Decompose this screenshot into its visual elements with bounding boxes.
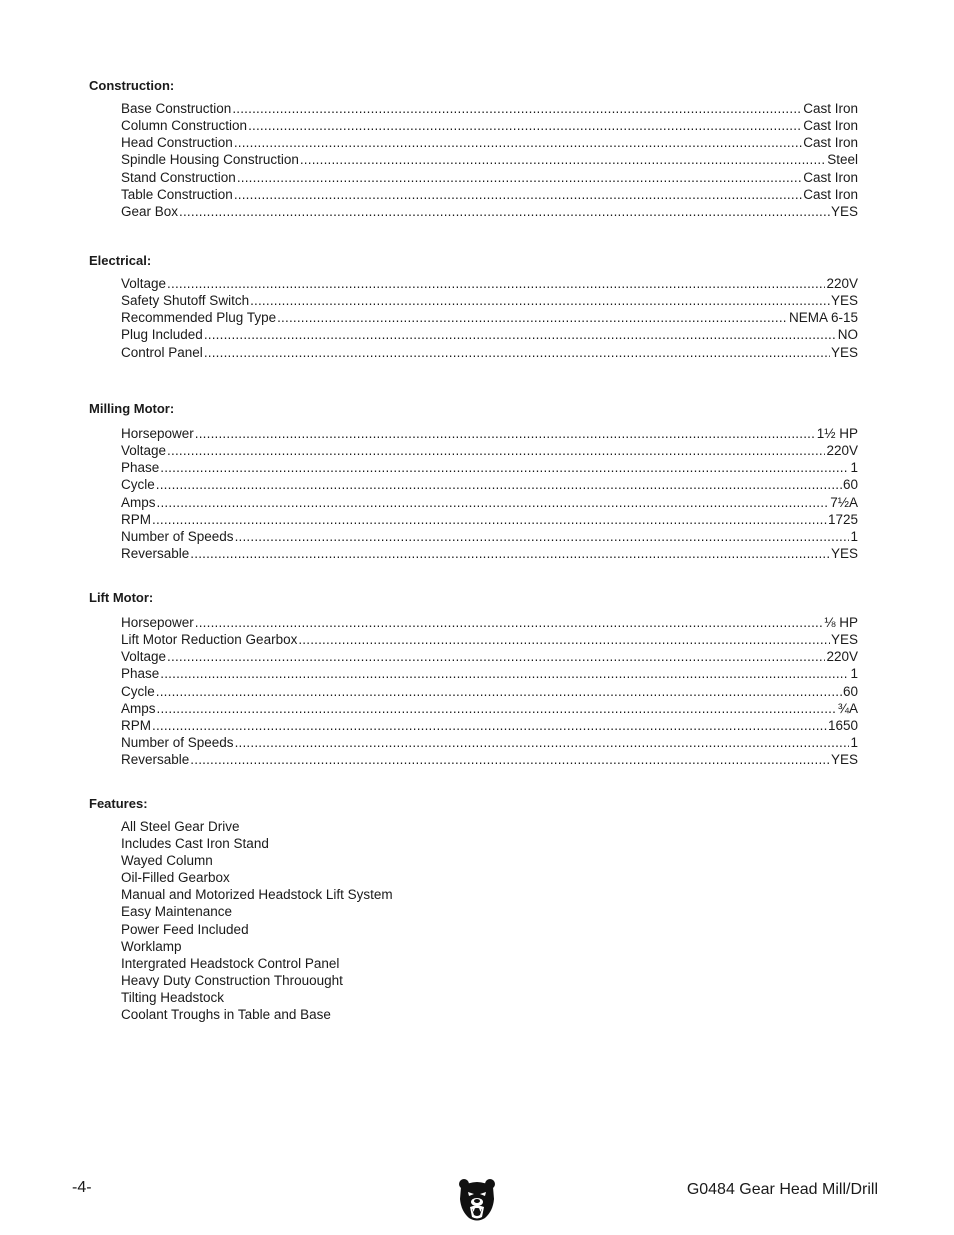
dot-leader — [300, 152, 826, 167]
spec-row — [121, 615, 858, 632]
dot-leader — [232, 101, 802, 116]
feature-item: Oil-Filled Gearbox — [121, 870, 230, 886]
page-number: -4- — [72, 1179, 92, 1196]
feature-item: Manual and Motorized Headstock Lift System — [121, 887, 393, 903]
dot-leader — [160, 460, 849, 475]
spec-value: Cast Iron — [803, 118, 858, 134]
spec-label: Phase — [121, 666, 160, 682]
feature-item: All Steel Gear Drive — [121, 819, 240, 834]
spec-label: Control Panel — [121, 344, 203, 360]
dot-leader — [237, 170, 802, 185]
spec-list-electrical — [121, 276, 858, 362]
feature-item: Intergrated Headstock Control Panel — [121, 955, 340, 971]
spec-list-milling-motor — [121, 426, 858, 563]
spec-value: 1 — [850, 528, 858, 544]
spec-value: 1½ HP — [816, 426, 858, 441]
spec-row — [121, 735, 858, 752]
spec-label: Head Construction — [121, 135, 233, 151]
spec-value: 220V — [826, 276, 858, 291]
spec-value: YES — [830, 545, 858, 561]
spec-value: 1650 — [827, 717, 858, 733]
spec-label: Table Construction — [121, 186, 233, 202]
dot-leader — [298, 632, 830, 647]
dot-leader — [234, 187, 802, 202]
spec-value: ⅛ HP — [824, 615, 858, 630]
spec-row — [121, 632, 858, 649]
dot-leader — [235, 735, 850, 750]
spec-value: Cast Iron — [803, 186, 858, 202]
spec-row — [121, 135, 858, 152]
spec-label: Reversable — [121, 752, 190, 768]
dot-leader — [204, 327, 837, 342]
spec-value: 60 — [842, 683, 858, 699]
spec-row — [121, 529, 858, 546]
spec-row — [121, 345, 858, 362]
spec-label: Safety Shutoff Switch — [121, 293, 250, 309]
section-title-electrical: Electrical: — [89, 253, 152, 268]
spec-label: Gear Box — [121, 203, 179, 219]
spec-row — [121, 101, 858, 118]
spec-value: Cast Iron — [803, 101, 858, 116]
dot-leader — [235, 529, 850, 544]
spec-label: Amps — [121, 700, 156, 716]
feature-item: Heavy Duty Construction Throuought — [121, 972, 343, 988]
spec-value: 7½A — [830, 494, 858, 510]
spec-value: YES — [830, 293, 858, 309]
spec-value: NO — [837, 327, 858, 343]
spec-label: Voltage — [121, 443, 167, 459]
spec-label: Spindle Housing Construction — [121, 152, 299, 168]
spec-row — [121, 152, 858, 169]
spec-label: Cycle — [121, 477, 155, 493]
spec-row — [121, 443, 858, 460]
dot-leader — [204, 345, 830, 360]
feature-item: Easy Maintenance — [121, 904, 233, 920]
spec-value: ¾A — [837, 700, 858, 716]
feature-item: Worklamp — [121, 938, 182, 954]
spec-row — [121, 118, 858, 135]
spec-label: Reversable — [121, 545, 190, 561]
dot-leader — [234, 135, 802, 150]
spec-value: Cast Iron — [803, 169, 858, 185]
spec-list-construction — [121, 101, 858, 221]
dot-leader — [195, 615, 823, 630]
spec-row — [121, 310, 858, 327]
spec-label: Recommended Plug Type — [121, 310, 277, 326]
dot-leader — [167, 649, 825, 664]
spec-value: Steel — [827, 152, 858, 168]
spec-value: 1725 — [827, 511, 858, 527]
spec-row — [121, 477, 858, 494]
spec-label: Stand Construction — [121, 169, 236, 185]
spec-value: 1 — [850, 666, 858, 682]
spec-list-lift-motor — [121, 615, 858, 769]
spec-label: Number of Speeds — [121, 734, 234, 750]
spec-row — [121, 460, 858, 477]
feature-item: Power Feed Included — [121, 921, 249, 937]
bear-head-logo-icon — [458, 1177, 496, 1223]
dot-leader — [248, 118, 802, 133]
spec-value: Cast Iron — [803, 135, 858, 151]
feature-item: Includes Cast Iron Stand — [121, 836, 269, 852]
dot-leader — [157, 701, 837, 716]
spec-value: YES — [830, 752, 858, 768]
spec-row — [121, 426, 858, 443]
spec-row — [121, 187, 858, 204]
spec-row — [121, 512, 858, 529]
spec-label: Amps — [121, 494, 156, 510]
spec-label: Base Construction — [121, 101, 232, 116]
spec-row — [121, 718, 858, 735]
spec-label: Horsepower — [121, 615, 194, 630]
spec-label: RPM — [121, 511, 151, 527]
dot-leader — [190, 752, 830, 767]
spec-label: Cycle — [121, 683, 155, 699]
spec-value: 1 — [850, 734, 858, 750]
spec-value: YES — [830, 203, 858, 219]
dot-leader — [160, 666, 849, 681]
feature-item: Tilting Headstock — [121, 989, 225, 1005]
spec-row — [121, 170, 858, 187]
spec-row — [121, 752, 858, 769]
feature-item: Coolant Troughs in Table and Base — [121, 1007, 331, 1023]
spec-value: 60 — [842, 477, 858, 493]
feature-item: Wayed Column — [121, 853, 213, 869]
spec-row — [121, 327, 858, 344]
section-title-construction: Construction: — [89, 78, 175, 93]
spec-label: Column Construction — [121, 118, 248, 134]
dot-leader — [152, 512, 827, 527]
section-title-milling-motor: Milling Motor: — [89, 401, 175, 416]
spec-value: 220V — [826, 649, 858, 665]
spec-value: 1 — [850, 460, 858, 476]
spec-label: Number of Speeds — [121, 528, 234, 544]
spec-value: 220V — [826, 443, 858, 459]
spec-row — [121, 293, 858, 310]
dot-leader — [195, 426, 816, 441]
spec-row — [121, 546, 858, 563]
dot-leader — [156, 684, 842, 699]
feature-list — [121, 819, 393, 1024]
section-title-features: Features: — [89, 796, 148, 811]
spec-label: Voltage — [121, 649, 167, 665]
spec-label: RPM — [121, 717, 151, 733]
spec-label: Lift Motor Reduction Gearbox — [121, 632, 298, 648]
spec-row — [121, 701, 858, 718]
dot-leader — [157, 495, 830, 510]
spec-row — [121, 666, 858, 683]
spec-label: Horsepower — [121, 426, 194, 441]
manual-title: G0484 Gear Head Mill/Drill — [686, 1181, 878, 1198]
spec-row — [121, 204, 858, 221]
dot-leader — [167, 443, 825, 458]
dot-leader — [156, 477, 842, 492]
spec-value: YES — [830, 632, 858, 648]
dot-leader — [277, 310, 788, 325]
dot-leader — [179, 204, 830, 219]
spec-label: Voltage — [121, 276, 167, 291]
spec-label: Phase — [121, 460, 160, 476]
spec-row — [121, 495, 858, 512]
spec-row — [121, 684, 858, 701]
section-title-lift-motor: Lift Motor: — [89, 590, 154, 605]
dot-leader — [190, 546, 830, 561]
spec-value: NEMA 6-15 — [788, 310, 858, 326]
dot-leader — [152, 718, 827, 733]
spec-row — [121, 649, 858, 666]
dot-leader — [167, 276, 825, 291]
spec-label: Plug Included — [121, 327, 203, 343]
spec-row — [121, 276, 858, 293]
spec-value: YES — [830, 344, 858, 360]
dot-leader — [250, 293, 830, 308]
